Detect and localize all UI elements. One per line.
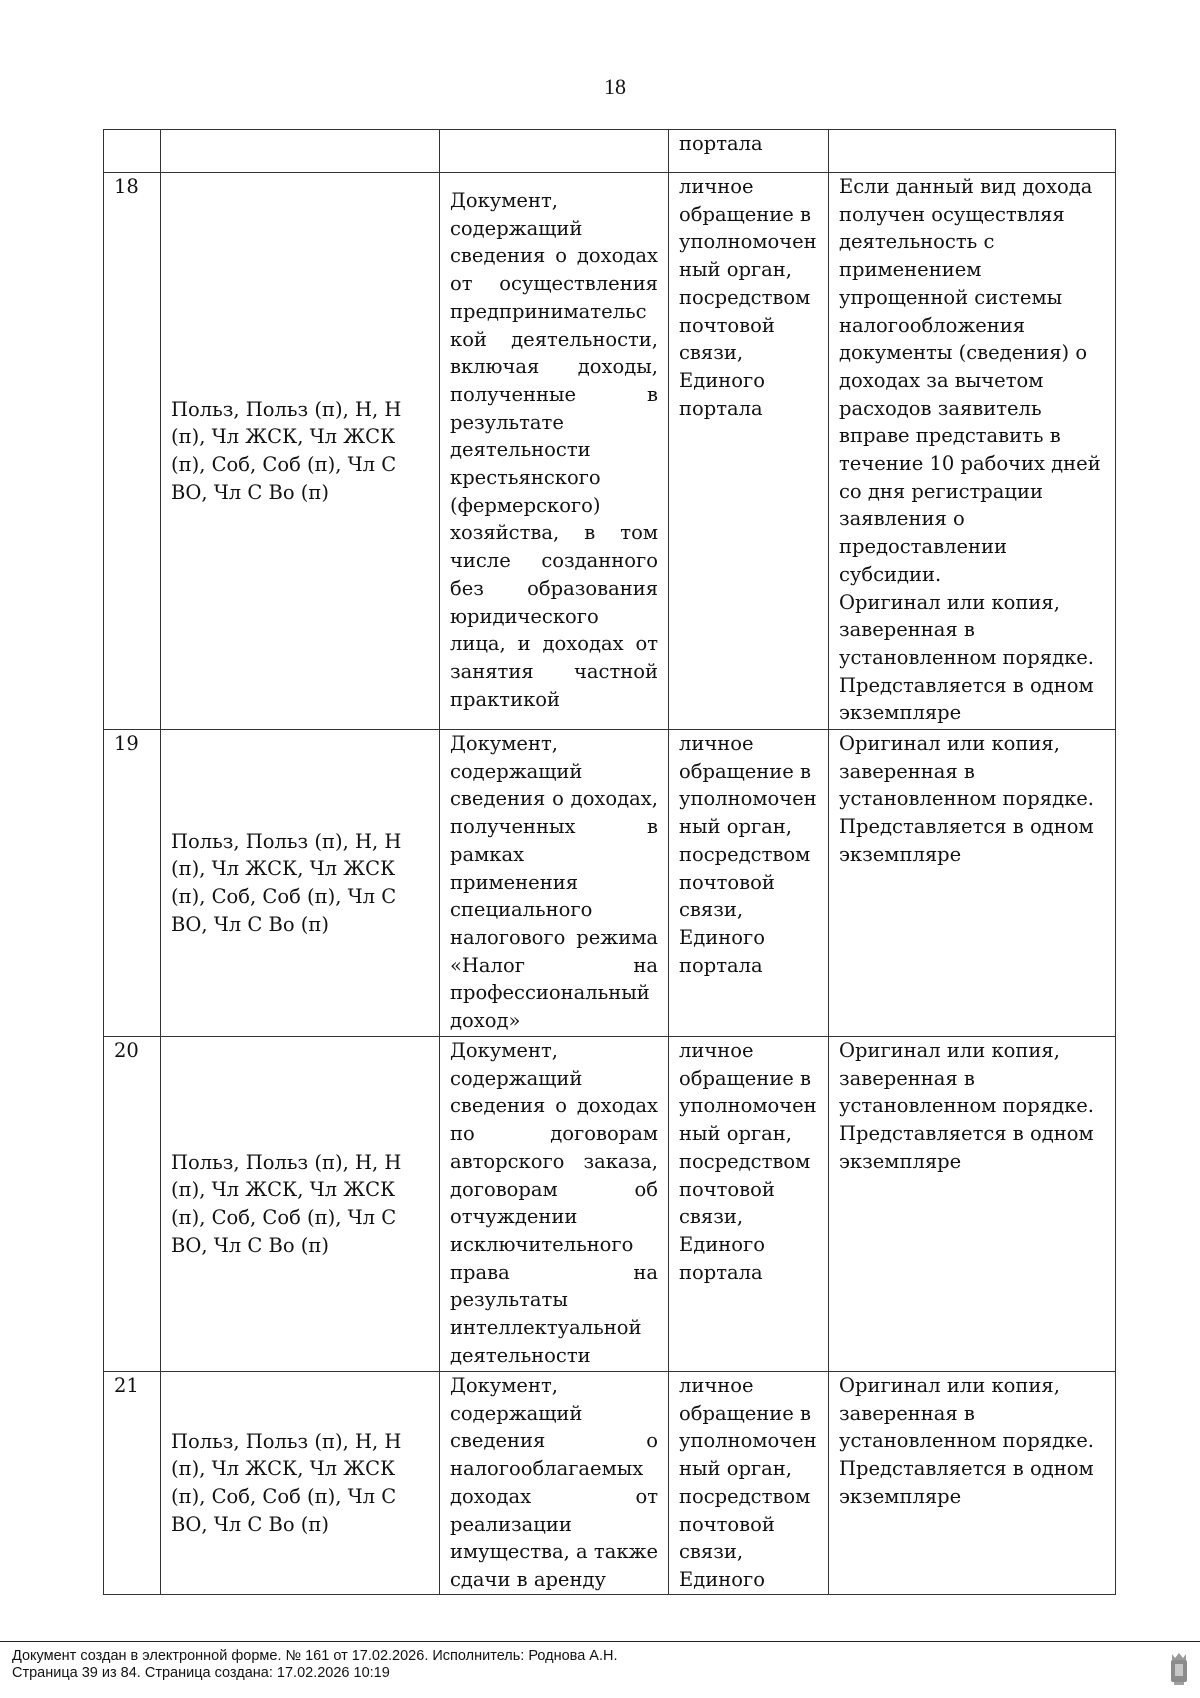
footer-line-1: Документ создан в электронной форме. № 161 от 17.02.2026. Исполнитель: Роднова А.Н.: [12, 1648, 618, 1664]
row-number-cell: 19: [104, 730, 161, 1037]
row-number-cell: 18: [104, 173, 161, 730]
note-cell: Оригинал или копия, заверенная в установленном порядке. Представляется в одном экземпляре: [829, 1372, 1116, 1595]
submission-method-cell: личное обращение в уполномоченный орган, посредством почтовой связи, Единого портала: [669, 1037, 829, 1372]
note-cell: [829, 173, 1116, 730]
category-cell: Польз, Польз (п), Н, Н (п), Чл ЖСК, Чл ЖСК (п), Соб, Соб (п), Чл С ВО, Чл С Во (п): [161, 730, 440, 1037]
document-cell: [440, 130, 669, 173]
table-row: [104, 173, 1116, 730]
table-row: [104, 1037, 1116, 1372]
category-cell: Польз, Польз (п), Н, Н (п), Чл ЖСК, Чл ЖСК (п), Соб, Соб (п), Чл С ВО, Чл С Во (п): [161, 1372, 440, 1595]
table-row: [104, 1372, 1116, 1595]
row-number-cell: 20: [104, 1037, 161, 1372]
note-text: Если данный вид дохода получен осуществляя деятельность с применением упрощенной системы налогообложения документы (сведения) о доходах за вычетом расходов заявитель вправе представить в течение 10 рабочих дней со дня регистрации заявления о предоставлении субсидии. Оригинал или копия, заверенная в установленном порядке. Представляется в одном экземпляре: [839, 175, 1101, 725]
category-cell: [161, 130, 440, 173]
note-cell: Оригинал или копия, заверенная в установленном порядке. Представляется в одном экземпляре: [829, 1037, 1116, 1372]
category-cell: Польз, Польз (п), Н, Н (п), Чл ЖСК, Чл ЖСК (п), Соб, Соб (п), Чл С ВО, Чл С Во (п): [161, 173, 440, 730]
table-row: [104, 130, 1116, 173]
page-number: 18: [604, 74, 626, 99]
submission-method-cell: личное обращение в уполномоченный орган, посредством почтовой связи, Единого портала: [669, 173, 829, 730]
submission-method-cell: личное обращение в уполномоченный орган, посредством почтовой связи, Единого портала: [669, 730, 829, 1037]
note-cell: Оригинал или копия, заверенная в установленном порядке. Представляется в одном экземпляре: [829, 730, 1116, 1037]
row-number-cell: 21: [104, 1372, 161, 1595]
footer-divider: [0, 1641, 1200, 1642]
table-row: [104, 730, 1116, 1037]
row-number-cell: [104, 130, 161, 173]
document-cell: Документ, содержащий сведения о доходах, полученных в рамках применения специального налогового режима «Налог на профессиональный доход»: [440, 730, 669, 1037]
document-text: Документ, содержащий сведения о доходах от осуществления предпринимательской деятельности, включая доходы, полученные в результате деятельности крестьянского (фермерского) хозяйства, в том числе созданного без образования юридического лица, и доходах от занятия частной практикой: [450, 189, 658, 711]
document-footer: [12, 1648, 618, 1682]
documents-table: [103, 129, 1116, 1595]
note-cell: [829, 130, 1116, 173]
document-cell: [440, 173, 669, 730]
footer-line-2: Страница 39 из 84. Страница создана: 17.02.2026 10:19: [12, 1665, 390, 1681]
submission-method-cell: личное обращение в уполномоченный орган, посредством почтовой связи, Единого: [669, 1372, 829, 1595]
coat-of-arms-icon: [1168, 1648, 1190, 1688]
category-cell: Польз, Польз (п), Н, Н (п), Чл ЖСК, Чл ЖСК (п), Соб, Соб (п), Чл С ВО, Чл С Во (п): [161, 1037, 440, 1372]
document-cell: Документ, содержащий сведения о налогооблагаемых доходах от реализации имущества, а также сдачи в аренду: [440, 1372, 669, 1595]
document-cell: Документ, содержащий сведения о доходах по договорам авторского заказа, договорам об отчуждении исключительного права на результаты интеллектуальной деятельности: [440, 1037, 669, 1372]
submission-method-cell: портала: [669, 130, 829, 173]
